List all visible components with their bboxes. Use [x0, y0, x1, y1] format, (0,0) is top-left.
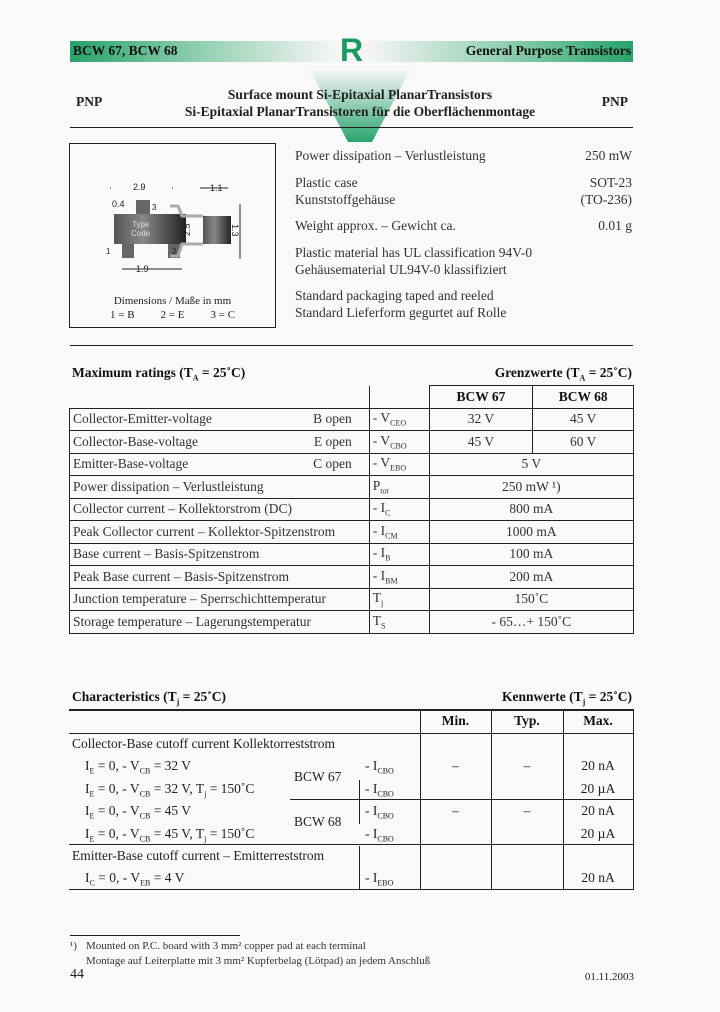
symbol: - $V_{CBO}$ — [369, 431, 429, 454]
value: 100 mA — [429, 543, 633, 566]
label-bcw68: BCW 68 — [294, 814, 342, 829]
value-bcw68: 60 V — [533, 431, 634, 454]
symbol: - $I_C$ — [369, 498, 429, 521]
package-drawing — [69, 143, 276, 328]
sot23-outline-icon — [70, 144, 275, 279]
divider — [70, 127, 633, 128]
sym-icbo: - $I_{CBO}$ — [365, 803, 394, 821]
spec-value: 0.01 g — [598, 218, 632, 233]
value-bcw67: 32 V — [429, 408, 533, 431]
param-label: Peak Collector current – Kollektor-Spitzenstrom — [70, 521, 370, 544]
param-label: Emitter-Base-voltage C open — [70, 453, 370, 476]
spec-label: Plastic material has UL classification 94V-0 — [295, 245, 533, 260]
spec-label: Weight approx. – Gewicht ca. — [295, 218, 456, 233]
spec-label-de: Kunststoffgehäuse — [295, 191, 396, 207]
table-row — [70, 543, 634, 566]
cond-3: $I_E = 0$, - $V_{CB} = 45$ V — [85, 803, 192, 821]
table-row — [70, 453, 634, 476]
sym-icbo: - $I_{CBO}$ — [365, 758, 394, 776]
typ-value: – — [523, 803, 531, 818]
table-row — [70, 408, 634, 431]
pin-c: 3 = C — [210, 309, 236, 321]
symbol: - $I_B$ — [369, 543, 429, 566]
spec-value-alt: (TO-236) — [580, 191, 632, 207]
title-en: Surface mount Si-Epitaxial PlanarTransistors — [227, 87, 493, 102]
value: 5 V — [429, 453, 633, 476]
typ-value: – — [523, 758, 531, 773]
spec-weight — [295, 218, 632, 235]
max-ratings-title-de: Grenzwerte ($T_A$ = 25˚C) — [494, 365, 632, 383]
spec-material — [295, 245, 632, 278]
max-value: 20 nA — [581, 803, 615, 818]
spec-label: Standard packaging taped and reeled — [295, 288, 494, 303]
value: 150˚C — [429, 588, 633, 611]
spec-label: Plastic case — [295, 175, 358, 190]
col-bcw68: BCW 68 — [533, 386, 634, 409]
spec-value: SOT-23 — [589, 175, 632, 190]
spec-label: Power dissipation – Verlustleistung — [295, 148, 486, 163]
value-bcw67: 45 V — [429, 431, 533, 454]
group-ebo-label: Emitter-Base cutoff current – Emitterreststrom — [72, 848, 325, 863]
spec-label-de: Standard Lieferform gegurtet auf Rolle — [295, 304, 507, 320]
max-value: 20 nA — [581, 758, 615, 773]
param-label: Storage temperature – Lagerungstemperatur — [70, 611, 370, 634]
dim-width: 2.9 — [133, 182, 146, 192]
pin-2: 2 — [172, 247, 177, 256]
param-label: Power dissipation – Verlustleistung — [70, 476, 370, 499]
dim-lead: 0.4 — [112, 199, 125, 209]
marking-type: Type — [132, 220, 150, 229]
category: General Purpose Transistors — [465, 43, 631, 58]
col-min: Min. — [441, 713, 470, 728]
param-label: Collector-Base-voltage E open — [70, 431, 370, 454]
characteristics-title-de: Kennwerte ($T_j$ = 25˚C) — [502, 689, 632, 707]
value: 250 mW ¹) — [429, 476, 633, 499]
pin-b: 1 = B — [110, 309, 135, 321]
col-typ: Typ. — [514, 713, 540, 728]
table-row — [70, 498, 634, 521]
table-row — [70, 566, 634, 589]
table-row — [70, 476, 634, 499]
value-bcw68: 45 V — [533, 408, 634, 431]
max-ratings-table — [69, 385, 634, 634]
pnp-right: PNP — [601, 94, 628, 109]
pin-e: 2 = E — [160, 309, 185, 321]
cond-5: $I_C = 0$, - $V_{EB} = 4$ V — [85, 870, 185, 888]
symbol: $T_S$ — [369, 611, 429, 634]
table-row — [70, 588, 634, 611]
min-value: – — [452, 758, 459, 773]
table-row — [70, 521, 634, 544]
sym-icbo: - $I_{CBO}$ — [365, 781, 394, 799]
dim-pitch: 1.9 — [136, 264, 149, 274]
value: 200 mA — [429, 566, 633, 589]
col-bcw67: BCW 67 — [429, 386, 533, 409]
max-value: 20 µA — [580, 826, 616, 841]
footnote: ¹) Mounted on P.C. board with 3 mm² copper pad at each terminal Montage auf Leiterplatte mit 3 mm² Kupferbelag (Lötpad) an jedem Anschluß — [70, 940, 431, 967]
table-row — [70, 611, 634, 634]
param-label: Collector current – Kollektorstrom (DC) — [70, 498, 370, 521]
cond-4: $I_E = 0$, - $V_{CB} = 45$ V, $T_j$ = 150˚C — [85, 826, 255, 844]
marking-code: Code — [131, 229, 151, 238]
pin-1: 1 — [106, 247, 111, 256]
spec-power — [295, 148, 632, 165]
characteristics-table — [69, 710, 634, 890]
param-label: Collector-Emitter-voltage B open — [70, 408, 370, 431]
max-value: 20 µA — [580, 781, 616, 796]
spec-label-de: Gehäusematerial UL94V-0 klassifiziert — [295, 261, 507, 277]
pin-assignment — [110, 309, 235, 321]
sym-icbo: - $I_{CBO}$ — [365, 826, 394, 844]
label-bcw67: BCW 67 — [294, 769, 342, 784]
cond-2: $I_E = 0$, - $V_{CB} = 32$ V, $T_j$ = 150˚C — [85, 781, 255, 799]
param-label: Base current – Basis-Spitzenstrom — [70, 543, 370, 566]
value: - 65…+ 150˚C — [429, 611, 633, 634]
min-value: – — [452, 803, 459, 818]
cond-1: $I_E = 0$, - $V_{CB} = 32$ V — [85, 758, 192, 776]
spec-packaging — [295, 288, 632, 321]
dim-body: 1.3 — [230, 224, 240, 237]
dim-depth: 1.1 — [210, 183, 223, 193]
document-title — [150, 86, 570, 120]
part-numbers: BCW 67, BCW 68 — [73, 43, 178, 58]
divider — [70, 345, 633, 346]
param-label: Junction temperature – Sperrschichttemperatur — [70, 588, 370, 611]
date: 01.11.2003 — [584, 971, 634, 983]
max-value: 20 nA — [581, 870, 615, 885]
spec-value: 250 mW — [585, 148, 632, 163]
max-ratings-title: Maximum ratings ($T_A$ = 25˚C) — [72, 365, 246, 383]
logo: R — [340, 32, 364, 68]
value: 800 mA — [429, 498, 633, 521]
group-cbo-label: Collector-Base cutoff current Kollektorreststrom — [72, 736, 336, 751]
pin-3: 3 — [152, 203, 157, 212]
value: 1000 mA — [429, 521, 633, 544]
footnote-rule — [70, 935, 240, 936]
characteristics-title: Characteristics ($T_j$ = 25˚C) — [72, 689, 226, 707]
col-max: Max. — [583, 713, 613, 728]
symbol: - $I_{BM}$ — [369, 566, 429, 589]
symbol: - $V_{CEO}$ — [369, 408, 429, 431]
title-de: Si-Epitaxial PlanarTransistoren für die Oberflächenmontage — [184, 104, 536, 119]
page-number: 44 — [70, 967, 84, 982]
sym-iebo: - $I_{EBO}$ — [365, 870, 394, 888]
symbol: - $V_{EBO}$ — [369, 453, 429, 476]
pnp-left: PNP — [76, 94, 103, 109]
dimension-caption: Dimensions / Maße in mm — [113, 295, 232, 307]
symbol: $T_j$ — [369, 588, 429, 611]
dim-height: 2.5 — [182, 223, 192, 236]
table-row — [70, 431, 634, 454]
symbol: $P_{tot}$ — [369, 476, 429, 499]
symbol: - $I_{CM}$ — [369, 521, 429, 544]
param-label: Peak Base current – Basis-Spitzenstrom — [70, 566, 370, 589]
spec-case — [295, 175, 632, 208]
